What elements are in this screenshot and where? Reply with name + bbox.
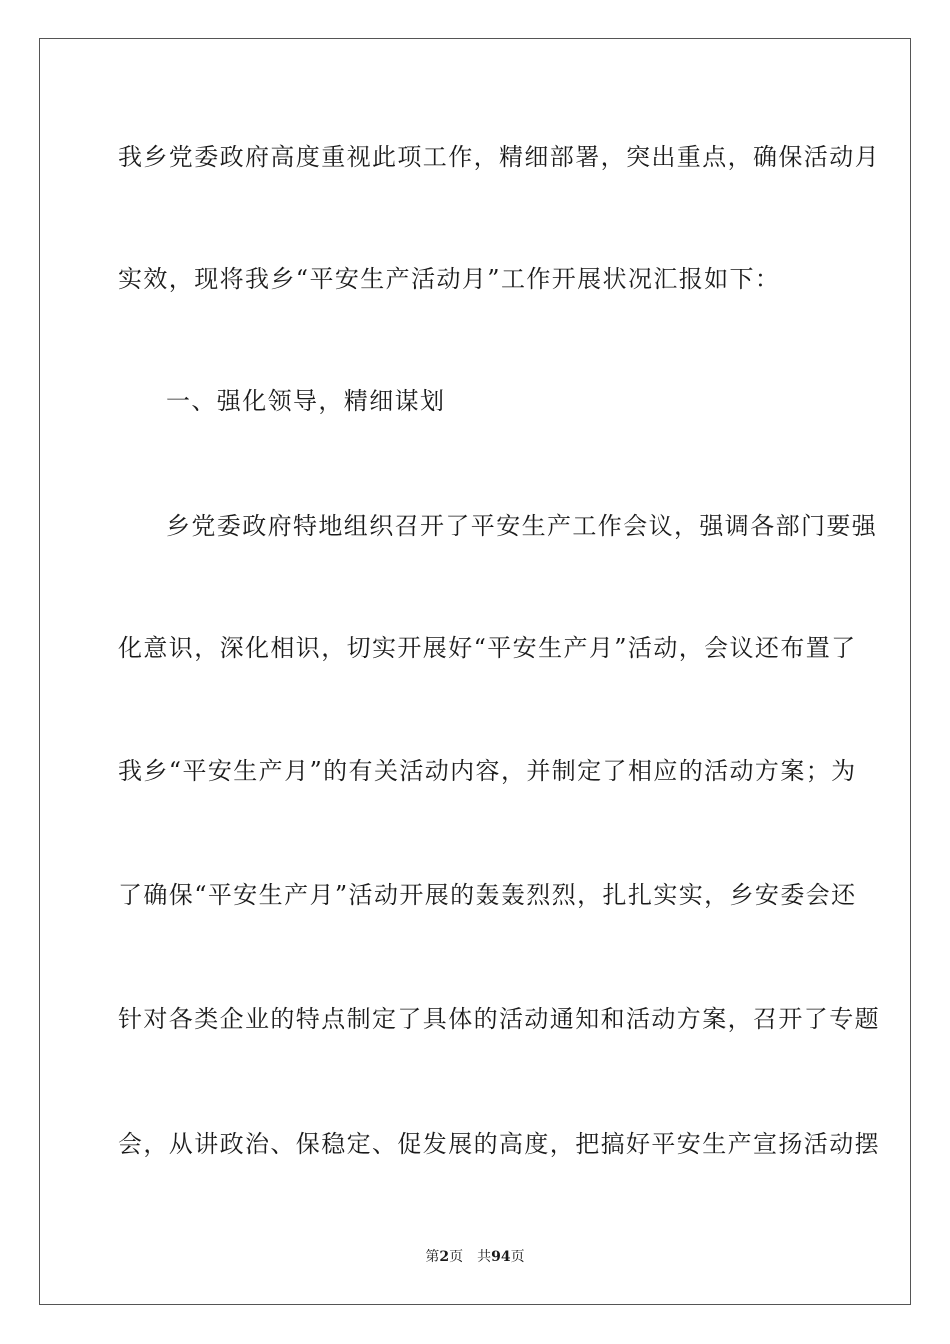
- page-footer: [0, 1247, 950, 1267]
- total-prefix: 共: [477, 1249, 492, 1265]
- body-line-8: 针对各类企业的特点制定了具体的活动通知和活动方案，召开了专题: [118, 1005, 880, 1033]
- total-suffix: 页: [510, 1249, 525, 1265]
- body-line-6: 我乡“平安生产月”的有关活动内容，并制定了相应的活动方案；为: [118, 757, 857, 785]
- page-prefix: 第: [425, 1249, 440, 1265]
- page-border: [39, 38, 911, 1305]
- page-number: 2: [439, 1249, 450, 1265]
- body-line-7: 了确保“平安生产月”活动开展的轰轰烈烈，扎扎实实，乡安委会还: [118, 881, 857, 909]
- body-line-5: 化意识，深化相识，切实开展好“平安生产月”活动，会议还布置了: [118, 634, 857, 662]
- body-line-2: 实效，现将我乡“平安生产活动月”工作开展状况汇报如下：: [118, 265, 781, 293]
- body-line-1: 我乡党委政府高度重视此项工作，精细部署，突出重点，确保活动月: [118, 143, 880, 171]
- body-line-9: 会，从讲政治、保稳定、促发展的高度，把搞好平安生产宣扬活动摆: [118, 1130, 880, 1158]
- body-line-4: 乡党委政府特地组织召开了平安生产工作会议，强调各部门要强: [166, 512, 878, 540]
- total-pages: 94: [491, 1249, 511, 1265]
- section-heading: 一、强化领导，精细谋划: [166, 387, 446, 415]
- page-suffix: 页: [449, 1249, 464, 1265]
